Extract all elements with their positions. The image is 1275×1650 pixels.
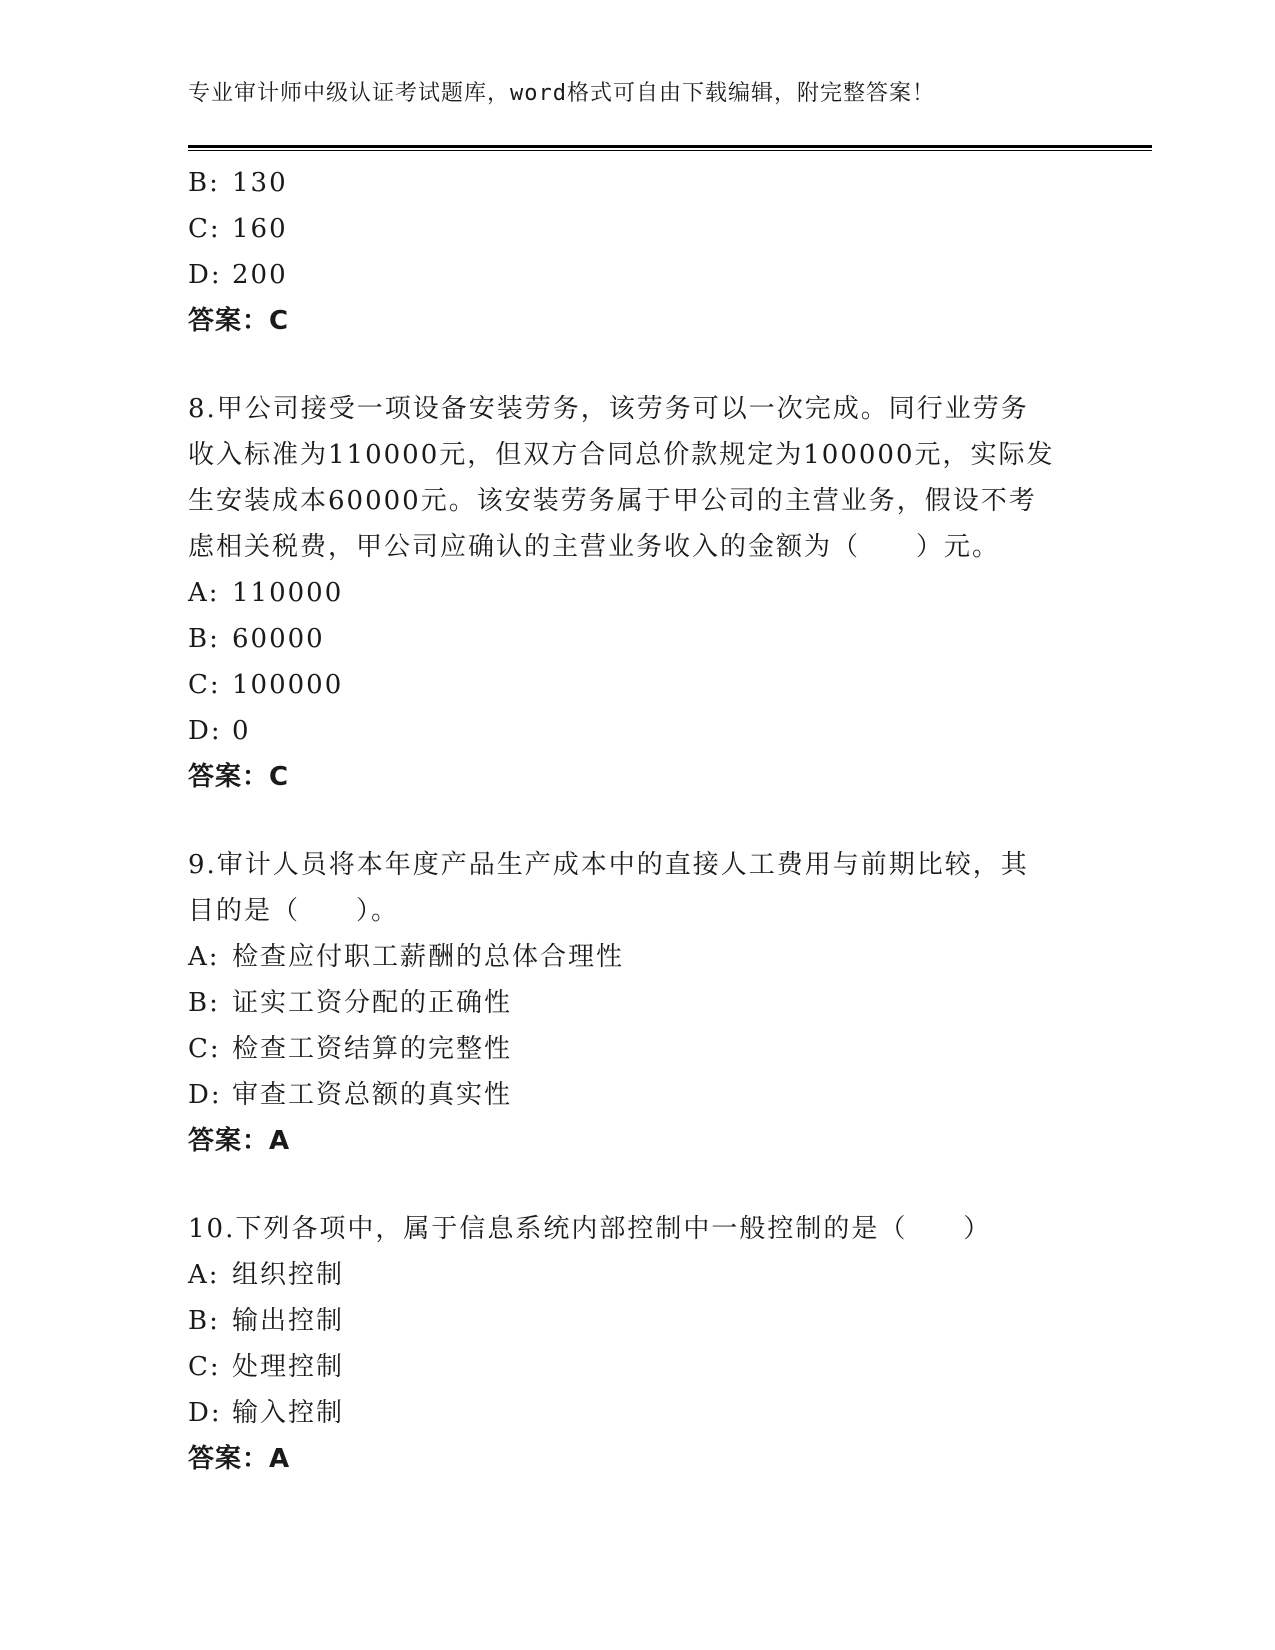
option-text: 输出控制: [232, 1306, 345, 1336]
option-label: D:: [188, 1080, 222, 1110]
option-label: D:: [188, 260, 222, 290]
question-stem-line: 10.下列各项中，属于信息系统内部控制中一般控制的是（ ）: [188, 1214, 992, 1244]
option-b: [188, 1298, 1058, 1344]
page-header: 专业审计师中级认证考试题库，word格式可自由下载编辑，附完整答案！: [188, 81, 935, 106]
option-text: 处理控制: [232, 1352, 345, 1382]
option-label: B:: [188, 168, 220, 198]
question-list: [188, 160, 1058, 1482]
option-text: 审查工资总额的真实性: [232, 1080, 513, 1110]
question-stem-line: 虑相关税费，甲公司应确认的主营业务收入的金额为（ ）元。: [188, 532, 1001, 562]
option-text: 160: [232, 214, 288, 244]
question-stem-line: 收入标准为110000元，但双方合同总价款规定为100000元，实际发: [188, 440, 1055, 470]
option-a: [188, 1252, 1058, 1298]
answer-line: 答案：C: [188, 762, 290, 792]
header-rule: [188, 145, 1152, 148]
option-b: [188, 160, 1058, 206]
option-a: [188, 570, 1058, 616]
option-d: [188, 708, 1058, 754]
option-c: [188, 206, 1058, 252]
option-label: C:: [188, 214, 221, 244]
question-stem-line: 8.甲公司接受一项设备安装劳务，该劳务可以一次完成。同行业劳务: [188, 394, 1029, 424]
option-label: B:: [188, 1306, 220, 1336]
spacer: [188, 800, 1058, 842]
option-text: 130: [232, 168, 288, 198]
question-block-8: [188, 386, 1058, 800]
option-label: D:: [188, 716, 222, 746]
spacer: [188, 1164, 1058, 1206]
option-text: 110000: [232, 578, 344, 608]
option-text: 100000: [232, 670, 344, 700]
option-d: [188, 252, 1058, 298]
option-text: 证实工资分配的正确性: [232, 988, 513, 1018]
option-text: 200: [232, 260, 288, 290]
option-label: A:: [188, 578, 220, 608]
option-text: 检查工资结算的完整性: [232, 1034, 513, 1064]
option-label: B:: [188, 988, 220, 1018]
option-b: [188, 616, 1058, 662]
option-a: [188, 934, 1058, 980]
question-block-10: [188, 1206, 1058, 1482]
question-stem-line: 9.审计人员将本年度产品生产成本中的直接人工费用与前期比较，其: [188, 850, 1029, 880]
option-text: 组织控制: [232, 1260, 345, 1290]
question-stem-line: 生安装成本60000元。该安装劳务属于甲公司的主营业务，假设不考: [188, 486, 1037, 516]
answer-line: 答案：A: [188, 1444, 291, 1474]
answer-line: 答案：C: [188, 306, 290, 336]
option-label: A:: [188, 1260, 220, 1290]
option-label: C:: [188, 1034, 221, 1064]
option-label: B:: [188, 624, 220, 654]
option-d: [188, 1390, 1058, 1436]
option-label: C:: [188, 1352, 221, 1382]
option-text: 60000: [232, 624, 325, 654]
option-text: 0: [232, 716, 251, 746]
option-text: 输入控制: [232, 1398, 345, 1428]
option-c: [188, 662, 1058, 708]
option-label: D:: [188, 1398, 222, 1428]
header-rule-thin: [188, 150, 1152, 151]
question-block-prev: [188, 160, 1058, 344]
question-stem-line: 目的是（ ）。: [188, 896, 400, 926]
spacer: [188, 344, 1058, 386]
option-d: [188, 1072, 1058, 1118]
option-label: C:: [188, 670, 221, 700]
option-c: [188, 1026, 1058, 1072]
option-text: 检查应付职工薪酬的总体合理性: [232, 942, 625, 972]
option-label: A:: [188, 942, 220, 972]
option-b: [188, 980, 1058, 1026]
question-block-9: [188, 842, 1058, 1164]
option-c: [188, 1344, 1058, 1390]
answer-line: 答案：A: [188, 1126, 291, 1156]
